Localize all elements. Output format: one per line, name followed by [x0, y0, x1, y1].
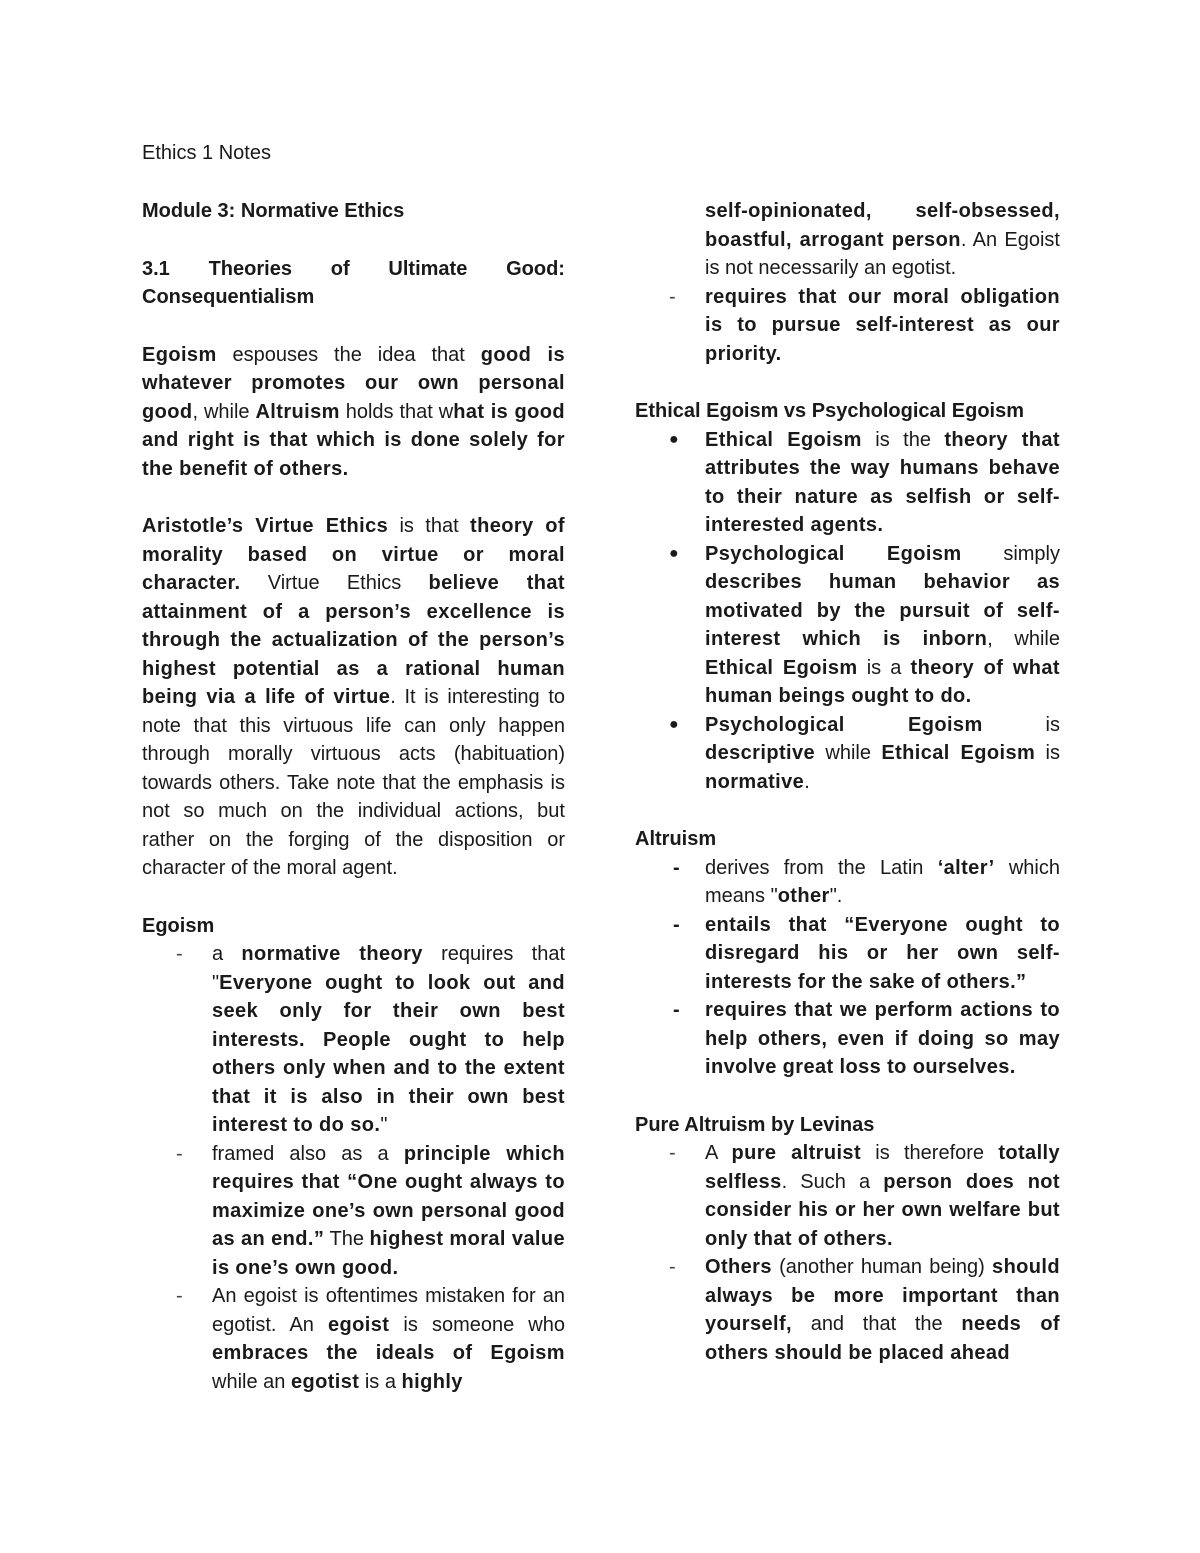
paragraph-egoism-altruism: Egoism espouses the idea that good is whatever promotes our own personal good, while Altruism holds that what is good and right is that which is done solely for the benefit of others. — [142, 343, 566, 480]
bullet-marker: ● — [669, 715, 679, 733]
module-heading: Module 3: Normative Ethics — [142, 200, 405, 222]
egoism-comparison-list — [635, 426, 1060, 797]
egoism-list — [142, 940, 565, 1396]
pure-altruism-list — [635, 1139, 1060, 1367]
dash-marker: - — [176, 1285, 183, 1307]
document-title: Ethics 1 Notes — [142, 142, 271, 164]
altruism-heading: Altruism — [635, 828, 717, 850]
dash-marker: - — [669, 1256, 676, 1278]
ethical-vs-psychological-heading: Ethical Egoism vs Psychological Egoism — [635, 400, 1025, 422]
dash-marker: - — [669, 285, 676, 308]
list-item: ● Psychological Egoism is descriptive while Ethical Egoism is normative. — [635, 711, 1060, 797]
list-item: - a normative theory requires that "Everyone ought to look out and seek only for their own best interests. People ought to help others only when and to the extent that it is also in their own best interest to do so." — [142, 940, 565, 1140]
egoism-continued-list — [635, 283, 1060, 369]
egoism-continued-text: self-opinionated, self-obsessed, boastful, arrogant person. An Egoist is not necessarily an egotist. — [705, 200, 1060, 279]
list-item: ● Psychological Egoism simply describes human behavior as motivated by the pursuit of self-interest which is inborn, while Ethical Egoism is a theory of what human beings ought to do. — [635, 540, 1060, 711]
list-item: - derives from the Latin ‘alter’ which means "other". — [635, 854, 1060, 911]
altruism-list — [635, 854, 1060, 1082]
paragraph-virtue-ethics: Aristotle’s Virtue Ethics is that theory of morality based on virtue or moral character. Virtue Ethics believe that attainment of a person’s excellence is through the actualization of the person’s highest potential as a rational human being via a life of virtue. It is interesting to note that this virtuous life can only happen through morally virtuous acts (habituation) towards others. Take note that the emphasis is not so much on the individual actions, but rather on the forging of the disposition or character of the moral agent. — [142, 515, 565, 879]
dash-marker: - — [176, 943, 183, 965]
list-item: - entails that “Everyone ought to disregard his or her own self-interests for the sake of others.” — [635, 911, 1060, 997]
pure-altruism-heading: Pure Altruism by Levinas — [635, 1113, 875, 1136]
bullet-marker: ● — [669, 430, 679, 448]
dash-marker: - — [176, 1142, 183, 1165]
dash-marker: - — [669, 1142, 676, 1164]
dash-marker: - — [673, 999, 680, 1021]
dash-marker: - — [673, 856, 680, 879]
list-item: - requires that our moral obligation is to pursue self-interest as our priority. — [635, 283, 1060, 369]
right-column — [635, 197, 1060, 1367]
list-item: - framed also as a principle which requires that “One ought always to maximize one’s own personal good as an end.” The highest moral value is one’s own good. — [142, 1140, 565, 1283]
section-heading-line2: Consequentialism — [142, 286, 315, 308]
left-column — [142, 197, 565, 1396]
list-item: ● Ethical Egoism is the theory that attributes the way humans behave to their nature as selfish or self-interested agents. — [635, 426, 1060, 540]
list-item: - A pure altruist is therefore totally selfless. Such a person does not consider his or her own welfare but only that of others. — [635, 1139, 1060, 1253]
list-item: - Others (another human being) should always be more important than yourself, and that the needs of others should be placed ahead — [635, 1253, 1060, 1367]
list-item: - An egoist is oftentimes mistaken for an egotist. An egoist is someone who embraces the ideals of Egoism while an egotist is a highly — [142, 1282, 565, 1396]
egoism-heading: Egoism — [142, 914, 215, 937]
dash-marker: - — [673, 913, 680, 936]
bullet-marker: ● — [669, 544, 679, 562]
list-item: - requires that we perform actions to help others, even if doing so may involve great loss to ourselves. — [635, 996, 1060, 1082]
section-heading: 3.1 Theories of Ultimate Good: — [142, 257, 565, 280]
